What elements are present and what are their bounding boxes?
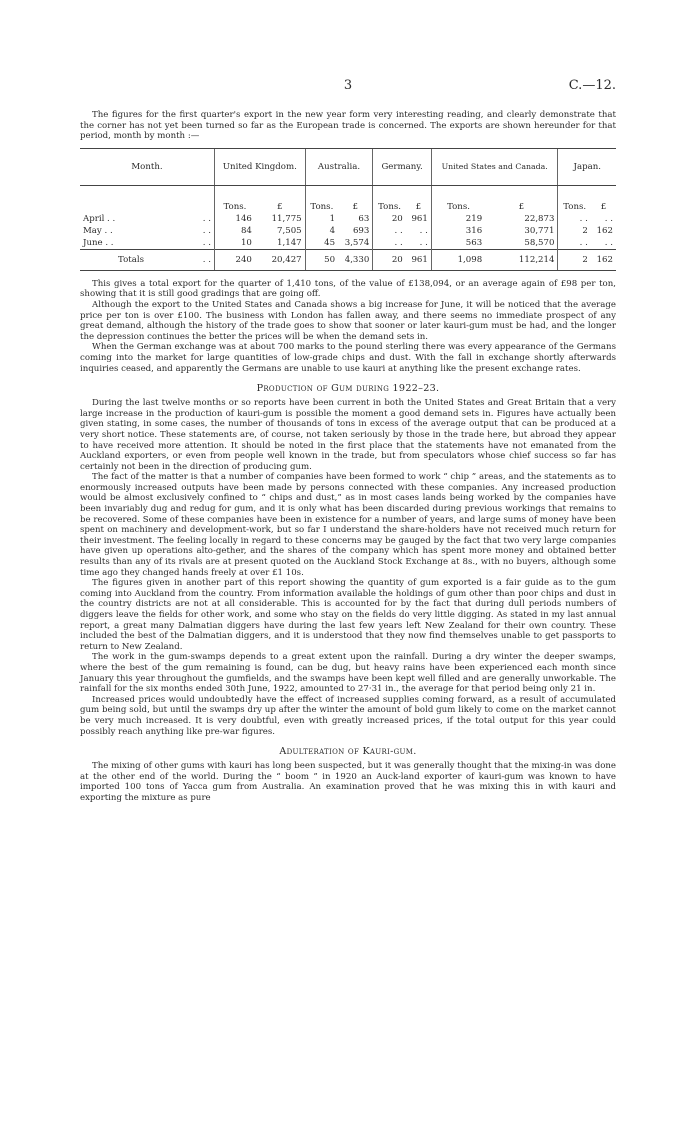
row-label: April . .: [83, 213, 116, 224]
table-cell: 2: [558, 225, 591, 237]
unit-cell: £: [600, 201, 607, 212]
total-cell: 2: [558, 249, 591, 270]
table-cell: 1: [305, 213, 338, 225]
table-row: April . . . . 146 11,775 1 63 20 961 219 22,873 . . . .: [80, 213, 616, 225]
totals-label: Totals: [80, 249, 186, 270]
row-label: June . .: [83, 237, 114, 248]
totals-row: Totals . . 240 20,427 50 4,330 20 961 1,098 112,214 2 162: [80, 249, 616, 270]
units-row: [80, 185, 616, 213]
table-cell: 11,775: [271, 213, 302, 224]
col-us-canada: United States and Canada.: [431, 148, 558, 185]
document-reference: C.—12.: [568, 78, 616, 93]
body-paragraph: The work in the gum-swamps depends to a great extent upon the rainfall. During a dry winter the deeper swamps, where the best of the gum remaining is found, can be dug, but heavy rains have been experienced each month since January this year throughout the gumfields, and the swamps have been kept well filled and are generally unworkable. The rainfall for the six months ended 30th June, 1922, amounted to 27·31 in., the average for that period being only 21 in.: [80, 652, 616, 695]
page-number: 3: [343, 78, 353, 93]
table-cell: 1,147: [277, 237, 302, 248]
table-cell: 219: [431, 213, 485, 225]
col-united-kingdom: United Kingdom.: [215, 148, 306, 185]
document-page: [80, 78, 616, 804]
total-cell: 20,427: [255, 249, 305, 270]
unit-cell: Tons.: [431, 185, 485, 213]
body-paragraph: This gives a total export for the quarter of 1,410 tons, of the value of £138,094, or an average again of £98 per ton, showing that it is still good gradings that are going off.: [80, 278, 616, 300]
section-heading-adulteration: Adulteration of Kauri-gum.: [279, 746, 417, 758]
unit-cell: Tons.: [305, 185, 338, 213]
total-cell: 112,214: [485, 249, 558, 270]
unit-cell: £: [415, 201, 422, 212]
table-cell: 20: [373, 213, 406, 225]
unit-cell: Tons.: [215, 185, 255, 213]
row-label: May . .: [83, 225, 113, 236]
table-cell: . .: [373, 237, 406, 250]
total-cell: 1,098: [431, 249, 485, 270]
total-cell: 4,330: [338, 249, 373, 270]
table-row: May . . . . 84 7,505 4 693 . . . . 316 30,771 2 162: [80, 225, 616, 237]
intro-paragraph: The figures for the first quarter's export in the new year form very interesting reading, and clearly demonstrate that the corner has not yet been turned so far as the European trade is concerned. The exports are shown hereunder for that period, month by month :—: [80, 110, 616, 142]
col-japan: Japan.: [558, 148, 616, 185]
section-heading-production: Production of Gum during 1922–23.: [256, 383, 440, 395]
table-cell: . .: [419, 225, 428, 236]
table-cell: 84: [215, 225, 255, 237]
table-cell: . .: [558, 213, 591, 225]
unit-cell: Tons.: [558, 185, 591, 213]
col-australia: Australia.: [305, 148, 373, 185]
table-cell: 316: [431, 225, 485, 237]
table-row: June . . . . 10 1,147 45 3,574 . . . . 563 58,570 . . . .: [80, 237, 616, 250]
table-cell: 563: [431, 237, 485, 250]
unit-cell: £: [518, 201, 525, 212]
table-cell: 3,574: [344, 237, 370, 248]
unit-cell: £: [277, 201, 283, 212]
total-cell: 50: [305, 249, 338, 270]
table-cell: . .: [604, 237, 613, 248]
table-cell: 58,570: [524, 237, 555, 248]
total-cell: 240: [215, 249, 255, 270]
table-cell: 45: [305, 237, 338, 250]
table-cell: 162: [596, 225, 613, 236]
col-germany: Germany.: [373, 148, 432, 185]
table-cell: 146: [215, 213, 255, 225]
body-paragraph: The mixing of other gums with kauri has long been suspected, but it was generally thought that the mixing-in was done at the other end of the world. During the “ boom ” in 1920 an Auck-land exporter of kauri-gum was known to have imported 100 tons of Yacca gum from Australia. An examination proved that he was mixing this in with kauri and exporting the mixture as pure: [80, 761, 616, 803]
table-cell: 22,873: [524, 213, 555, 224]
unit-cell: £: [352, 201, 358, 212]
body-paragraph: During the last twelve months or so reports have been current in both the United States and Great Britain that a very large increase in the production of kauri-gum is possible the moment a good demand sets in. Figures have actually been given stating, in some cases, the number of thousands of tons in excess of the average output that can be produced at a very short notice. These statements are, of course, not taken seriously by those in the trade here, but abroad they appear to have received more attention. It should be noted in the first place that the statements have not emanated from the Auckland exporters, or even from people well known in the trade, but from speculators whose chief success so far has certainly not been in the direction of producing gum.: [80, 398, 616, 472]
body-paragraph: Increased prices would undoubtedly have the effect of increased supplies coming forward, as a result of accumulated gum being sold, but until the swamps dry up after the winter the amount of bold gum likely to come on the market cannot be very much increased. It is very doubtful, even with greatly increased prices, if the total output for this year could possibly reach anything like pre-war figures.: [80, 694, 616, 737]
total-cell: 961: [406, 249, 432, 270]
table-cell: 10: [215, 237, 255, 250]
table-cell: . .: [373, 225, 406, 237]
table-cell: . .: [419, 237, 428, 248]
table-cell: . .: [558, 237, 591, 250]
body-paragraph: When the German exchange was at about 700 marks to the pound sterling there was every appearance of the Germans coming into the market for large quantities of low-grade chips and dust. With the fall in exchange shortly afterwards inquiries ceased, and apparently the Germans are unable to use kauri at anything like the present exchange rates.: [80, 342, 616, 374]
body-paragraph: The fact of the matter is that a number of companies have been formed to work “ chip ” areas, and the statements as to enormously increased outputs have been made by persons connected with these companies. Any increased production would be almost exclusively confined to “ chips and dust,” as in most cases lands being worked by the companies have been invariably dug and redug for gum, and it is only what has been discarded during previous workings that remains to be recovered. Some of these companies have been in existence for a number of years, and large sums of money have been spent on machinery and development-work, but so far I understand the share-holders have not received much return for their investment. The feeling locally in regard to these concerns may be gauged by the fact that two very large companies have given up operations alto-gether, and the shares of the company which has spent more money and obtained better results than any of its rivals are at present quoted on the Auckland Stock Exchange at 8s., with no buyers, although some time ago they changed hands freely at over £1 10s.: [80, 472, 616, 578]
body-paragraph: The figures given in another part of this report showing the quantity of gum exported is a fair guide as to the gum coming into Auckland from the country. From information available the holdings of gum other than poor chips and dust in the country districts are not at all considerable. This is accounted for by the fact that during dull periods numbers of diggers leave the fields for other work, and some who stay on the fields do very little digging. As stated in my last annual report, a great many Dalmatian diggers have during the last few years left New Zealand for their own country. These included the best of the Dalmatian diggers, and it is understood that they now find themselves unable to get passports to return to New Zealand.: [80, 578, 616, 652]
unit-cell: Tons.: [373, 185, 406, 213]
page-header: [80, 78, 616, 100]
table-cell: 961: [411, 213, 428, 224]
body-paragraph: Although the export to the United States and Canada shows a big increase for June, it will be noticed that the average price per ton is over £100. The business with London has fallen away, and there seems no immediate prospect of any great demand, although the history of the trade goes to show that sooner or later kauri-gum must be had, and the longer the depression continues the better the prices will be when the demand sets in.: [80, 299, 616, 342]
export-table: [80, 148, 616, 271]
table-cell: 4: [305, 225, 338, 237]
total-cell: 20: [373, 249, 406, 270]
table-cell: 693: [352, 225, 370, 236]
table-cell: 30,771: [524, 225, 555, 236]
table-cell: 63: [358, 213, 370, 224]
total-cell: 162: [591, 249, 616, 270]
table-cell: 7,505: [277, 225, 302, 236]
table-cell: . .: [604, 213, 613, 224]
col-month: Month.: [80, 148, 215, 185]
